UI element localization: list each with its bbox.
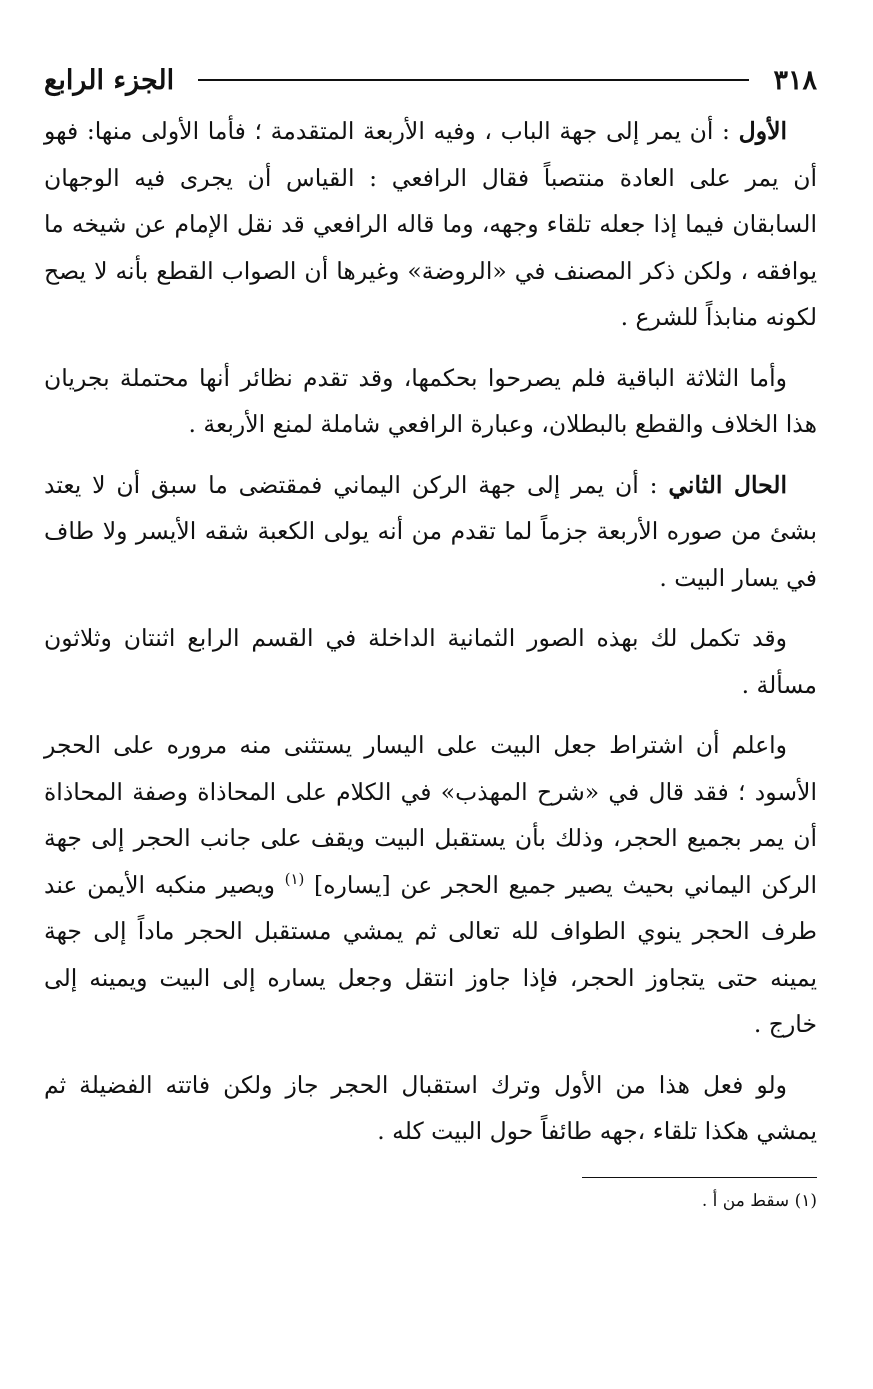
paragraph-thirty-two-issues <box>44 615 817 708</box>
footnote: (١) سقط من أ . <box>701 1190 817 1211</box>
footnote-reference[interactable]: (١) <box>284 869 305 888</box>
paragraph-text: وأما الثلاثة الباقية فلم يصرحوا بحكمها، وقد تقدم نظائر أنها محتملة بجريان هذا الخلاف والقطع بالبطلان، وعبارة الرافعي شاملة لمنع الأربعة . <box>44 363 817 438</box>
paragraph-remaining-three <box>44 355 817 448</box>
paragraph-lead: الأول <box>738 117 787 145</box>
paragraph-text: وقد تكمل لك بهذه الصور الثمانية الداخلة في القسم الرابع اثنتان وثلاثون مسألة . <box>44 624 817 699</box>
paragraph-lead: الحال الثاني <box>668 470 787 499</box>
running-header <box>44 58 817 102</box>
paragraph-text: ويصير منكبه الأيمن عند طرف الحجر ينوي الطواف لله تعالى ثم يمشي مستقبل الحجر ماداً إلى جهة يمينه حتى يتجاوز الحجر، فإذا جاوز انتقل وجعل يساره إلى البيت ويمينه إلى خارج . <box>44 870 817 1038</box>
book-page <box>44 58 817 1218</box>
body-text <box>44 108 817 1155</box>
paragraph-text: ولو فعل هذا من الأول وترك استقبال الحجر جاز ولكن فاتته الفضيلة ثم يمشي هكذا تلقاء ،جهه طائفاً حول البيت كله . <box>44 1070 817 1145</box>
paragraph-second-case <box>44 462 817 602</box>
paragraph-text: واعلم أن اشتراط جعل البيت على اليسار يستثنى منه مروره على الحجر الأسود ؛ فقد قال في «شرح المهذب» في الكلام على المحاذاة وصفة المحاذاة أن يمر بجميع الحجر، وذلك بأن يستقبل البيت ويقف على جانب الحجر إلى جهة الركن اليماني بحيث يصير جميع الحجر عن [يساره] <box>44 731 817 899</box>
footnote-rule <box>582 1177 817 1178</box>
paragraph-final <box>44 1062 817 1155</box>
paragraph-text: : أن يمر إلى جهة الركن اليماني فمقتضى ما سبق أن لا يعتد بشئ من صوره الأربعة جزماً لما تقدم من أنه يولى الكعبة شقه الأيسر ولا طاف في يسار البيت . <box>44 470 817 592</box>
paragraph-black-stone <box>44 722 817 1048</box>
part-title: الجزء الرابع <box>44 64 175 96</box>
paragraph-first-case <box>44 108 817 341</box>
paragraph-text: : أن يمر إلى جهة الباب ، وفيه الأربعة المتقدمة ؛ فأما الأولى منها: فهو أن يمر على العادة منتصباً فقال الرافعي : القياس أن يجرى فيه الوجهان السابقان فيما إذا جعله تلقاء وجهه، وما قاله الرافعي قد نقل الإمام عن شيخه ما يوافقه ، ولكن ذكر المصنف في «الروضة» وغيرها أن الصواب القطع بأنه لا يصح لكونه منابذاً للشرع . <box>44 117 817 331</box>
header-rule <box>198 79 749 81</box>
page-number: ٣١٨ <box>773 64 817 96</box>
